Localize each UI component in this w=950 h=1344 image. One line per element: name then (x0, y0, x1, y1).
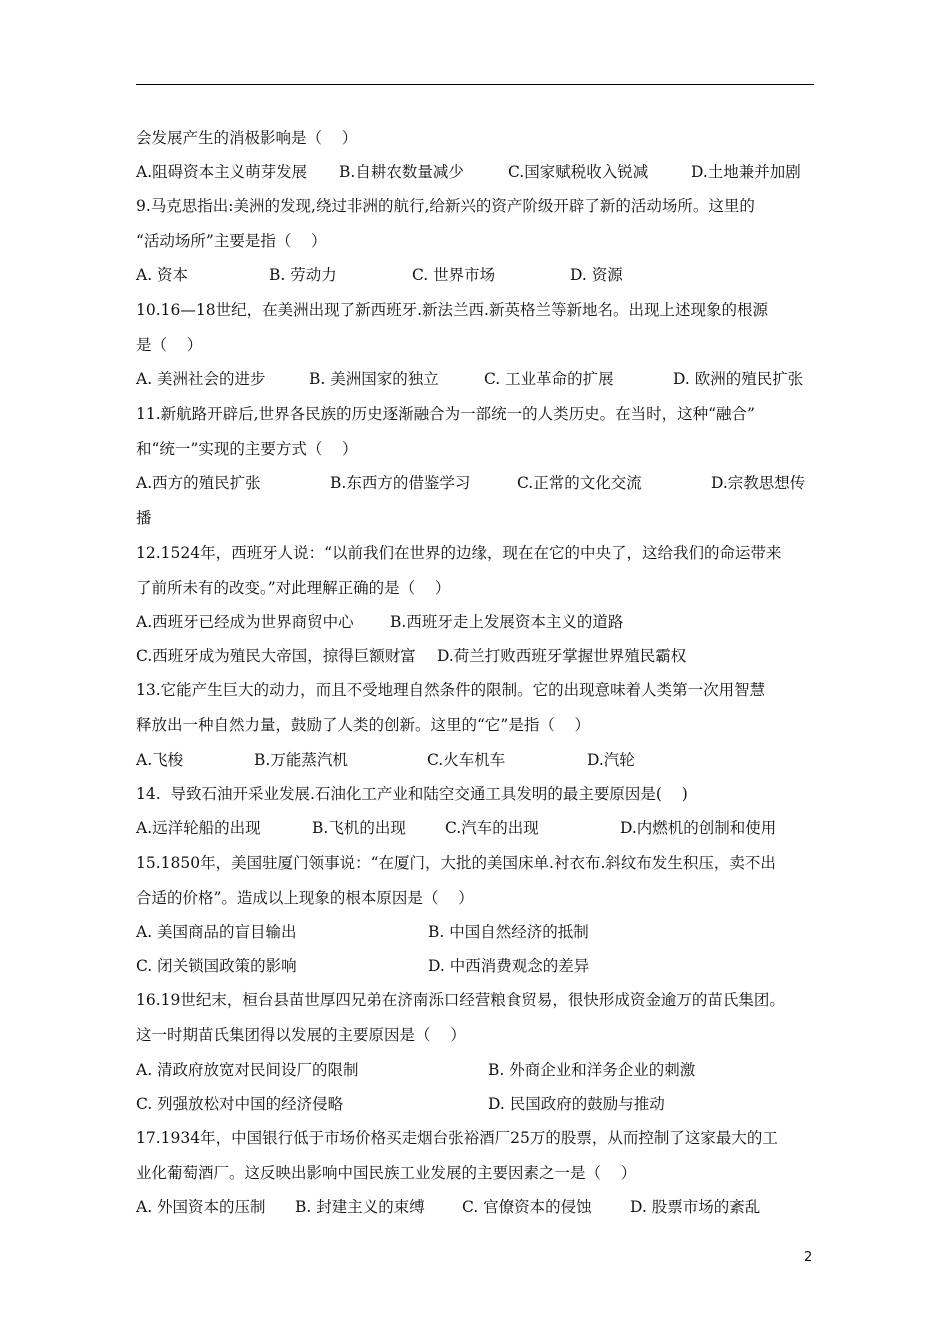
question-12-stem: 12.1524年，西班牙人说：“以前我们在世界的边缘，现在在它的中央了，这给我们的命运带来 (136, 544, 782, 562)
question-11-option-a: A.西方的殖民扩张 (136, 474, 261, 492)
question-9-option-c: C. 世界市场 (412, 266, 496, 284)
question-10-stem: 10.16—18世纪，在美洲出现了新西班牙.新法兰西.新英格兰等新地名。出现上述现象的根源 (136, 301, 768, 319)
question-16-option-c: C. 列强放松对中国的经济侵略 (136, 1095, 344, 1113)
question-12-option-a: A.西班牙已经成为世界商贸中心 (136, 613, 354, 631)
question-9-option-b: B. 劳动力 (269, 266, 337, 284)
question-17-stem-cont: 业化葡萄酒厂。这反映出影响中国民族工业发展的主要因素之一是（ ） (136, 1164, 637, 1182)
question-12-option-c: C.西班牙成为殖民大帝国，掠得巨额财富 (136, 647, 416, 665)
question-14-option-d: D.内燃机的创制和使用 (620, 819, 777, 837)
question-11-option-b: B.东西方的借鉴学习 (330, 474, 471, 492)
question-13-stem-cont: 释放出一种自然力量，鼓励了人类的创新。这里的“它”是指（ ） (136, 716, 591, 734)
question-11-option-c: C.正常的文化交流 (517, 474, 642, 492)
page-number: 2 (804, 1250, 813, 1265)
question-14-option-c: C.汽车的出现 (445, 819, 539, 837)
question-15-option-b: B. 中国自然经济的抵制 (428, 923, 589, 941)
question-16-stem-cont: 这一时期苗氏集团得以发展的主要原因是（ ） (136, 1026, 466, 1044)
question-12-option-b: B.西班牙走上发展资本主义的道路 (390, 613, 624, 631)
question-8-option-a: A.阻碍资本主义萌芽发展 (136, 163, 308, 181)
question-15-stem-cont: 合适的价格”。造成以上现象的根本原因是（ ） (136, 889, 474, 907)
question-13-option-a: A.飞梭 (136, 751, 184, 769)
question-16-option-b: B. 外商企业和洋务企业的刺激 (488, 1061, 696, 1079)
question-15-stem: 15.1850年，美国驻厦门领事说：“在厦门，大批的美国床单.衬衣布.斜纹布发生积压，卖不出 (136, 854, 776, 872)
question-16-option-d: D. 民国政府的鼓励与推动 (488, 1095, 665, 1113)
question-14-option-b: B.飞机的出现 (312, 819, 406, 837)
question-9-option-d: D. 资源 (570, 266, 623, 284)
question-10-option-b: B. 美洲国家的独立 (309, 370, 439, 388)
question-17-option-b: B. 封建主义的束缚 (295, 1198, 425, 1216)
question-15-option-d: D. 中西消费观念的差异 (428, 957, 590, 975)
question-13-stem: 13.它能产生巨大的动力，而且不受地理自然条件的限制。它的出现意味着人类第一次用智慧 (136, 681, 766, 699)
question-8-stem-tail: 会发展产生的消极影响是（ ） (136, 129, 358, 147)
question-8-option-b: B.自耕农数量减少 (339, 163, 464, 181)
question-13-option-d: D.汽轮 (587, 751, 635, 769)
question-10-stem-cont: 是（ ） (136, 336, 203, 354)
question-11-stem: 11.新航路开辟后,世界各民族的历史逐渐融合为一部统一的人类历史。在当时，这种“融合” (136, 405, 755, 423)
question-13-option-b: B.万能蒸汽机 (254, 751, 348, 769)
question-17-option-c: C. 官僚资本的侵蚀 (462, 1198, 592, 1216)
header-rule (136, 84, 814, 85)
question-12-stem-cont: 了前所未有的改变。”对此理解正确的是（ ） (136, 579, 451, 597)
question-9-option-a: A. 资本 (136, 266, 189, 284)
question-12-option-d: D.荷兰打败西班牙掌握世界殖民霸权 (437, 647, 687, 665)
question-10-option-d: D. 欧洲的殖民扩张 (673, 370, 804, 388)
question-10-option-a: A. 美洲社会的进步 (136, 370, 266, 388)
question-15-option-c: C. 闭关锁国政策的影响 (136, 957, 297, 975)
question-11-option-d-cont: 播 (136, 509, 152, 527)
question-17-option-d: D. 股票市场的紊乱 (630, 1198, 761, 1216)
question-14-option-a: A.远洋轮船的出现 (136, 819, 261, 837)
question-17-stem: 17.1934年，中国银行低于市场价格买走烟台张裕酒厂25万的股票，从而控制了这家最大的工 (136, 1129, 778, 1147)
question-11-stem-cont: 和“统一”实现的主要方式（ ） (136, 440, 358, 458)
question-17-option-a: A. 外国资本的压制 (136, 1198, 266, 1216)
question-8-option-c: C.国家赋税收入锐减 (508, 163, 649, 181)
question-11-option-d: D.宗教思想传 (711, 474, 806, 492)
question-16-stem: 16.19世纪末，桓台县苗世厚四兄弟在济南泺口经营粮食贸易，很快形成资金逾万的苗氏集团。 (136, 991, 785, 1009)
question-16-option-a: A. 清政府放宽对民间设厂的限制 (136, 1061, 359, 1079)
question-13-option-c: C.火车机车 (427, 751, 506, 769)
question-9-stem-cont: “活动场所”主要是指（ ） (136, 232, 327, 250)
question-9-stem: 9.马克思指出:美洲的发现,绕过非洲的航行,给新兴的资产阶级开辟了新的活动场所。这里的 (136, 197, 755, 215)
question-15-option-a: A. 美国商品的盲目输出 (136, 923, 297, 941)
question-8-option-d: D.土地兼并加剧 (691, 163, 801, 181)
question-10-option-c: C. 工业革命的扩展 (484, 370, 614, 388)
question-14-stem: 14. 导致石油开采业发展.石油化工产业和陆空交通工具发明的最主要原因是( ) (136, 785, 688, 803)
